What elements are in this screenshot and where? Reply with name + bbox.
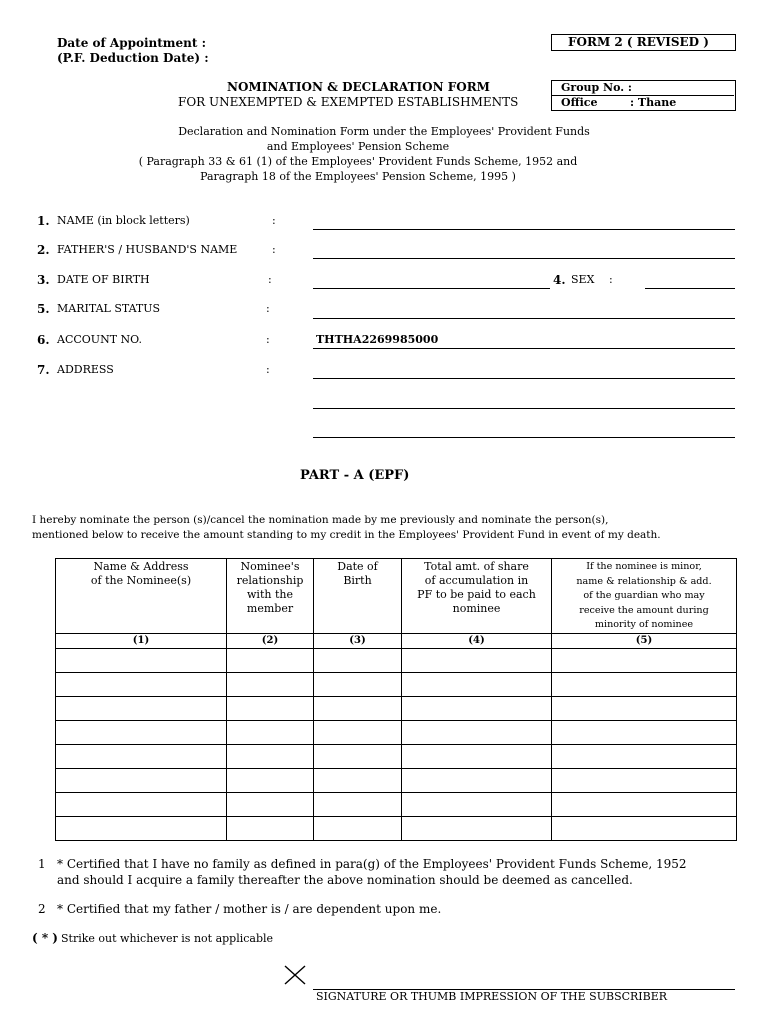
form-title: NOMINATION & DECLARATION FORM [227, 80, 490, 94]
group-no-label: Group No. : [561, 81, 632, 94]
cross-mark-icon [283, 964, 307, 986]
column-number-1: (1) [56, 634, 227, 649]
header-guardian: If the nominee is minor, name & relationship & add. of the guardian who may receive the amount during minority of nominee [552, 559, 737, 634]
sex-input-line[interactable] [645, 288, 735, 289]
account-input-line[interactable] [313, 348, 735, 349]
field-colon-sex: : [609, 273, 613, 286]
table-row [56, 793, 737, 817]
name-input-line[interactable] [313, 229, 735, 230]
cert-1-line-1: * Certified that I have no family as defined in para(g) of the Employees' Provident Funds Scheme, 1952 [57, 857, 687, 871]
column-number-5: (5) [552, 634, 737, 649]
field-num-sex: 4. [553, 273, 566, 287]
part-a-title: PART - A (EPF) [300, 468, 410, 483]
part-a-intro-line-2: mentioned below to receive the amount standing to my credit in the Employees' Provident Fund in event of my death. [32, 529, 661, 541]
field-colon-marital: : [266, 302, 270, 315]
column-number-4: (4) [402, 634, 552, 649]
field-num-marital: 5. [37, 302, 50, 316]
column-number-2: (2) [227, 634, 314, 649]
nominee-table [55, 558, 737, 841]
field-label-address: ADDRESS [57, 363, 114, 376]
office-value: : Thane [630, 96, 677, 109]
field-colon-dob: : [268, 273, 272, 286]
cert-2-number: 2 [38, 902, 46, 916]
table-row [56, 817, 737, 841]
header-total-share: Total amt. of share of accumulation in PF to be paid to each nominee [402, 559, 552, 634]
header-relationship: Nominee's relationship with the member [227, 559, 314, 634]
field-num-address: 7. [37, 363, 50, 377]
cert-1-line-2: and should I acquire a family thereafter the above nomination should be deemed as cancelled. [57, 873, 633, 887]
field-colon-name: : [272, 214, 276, 227]
description-line-2: and Employees' Pension Scheme [266, 140, 450, 153]
address-input-line-2[interactable] [313, 408, 735, 409]
signature-label: SIGNATURE OR THUMB IMPRESSION OF THE SUBSCRIBER [316, 990, 668, 1003]
field-label-father: FATHER'S / HUSBAND'S NAME [57, 243, 238, 256]
field-label-sex: SEX [571, 273, 595, 286]
office-label: Office [561, 96, 598, 109]
date-of-appointment-label: Date of Appointment : [57, 36, 207, 50]
strike-note: Strike out whichever is not applicable [61, 932, 274, 945]
address-input-line-3[interactable] [313, 437, 735, 438]
group-office-box [551, 80, 736, 111]
cert-1-number: 1 [38, 857, 46, 871]
field-num-name: 1. [37, 214, 50, 228]
field-colon-account: : [266, 333, 270, 346]
field-label-marital: MARITAL STATUS [57, 302, 161, 315]
column-number-3: (3) [314, 634, 402, 649]
field-label-name: NAME (in block letters) [57, 214, 190, 227]
header-date-of-birth: Date of Birth [314, 559, 402, 634]
field-num-father: 2. [37, 243, 50, 257]
strike-marker: ( * ) [32, 931, 58, 945]
table-row [56, 769, 737, 793]
part-a-intro-line-1: I hereby nominate the person (s)/cancel the nomination made by me previously and nominate the person(s), [32, 514, 609, 526]
form-label: FORM 2 ( REVISED ) [568, 35, 709, 49]
description-line-1: Declaration and Nomination Form under the Employees' Provident Funds [178, 125, 590, 138]
pf-deduction-date-label: (P.F. Deduction Date) : [57, 51, 209, 65]
table-row [56, 745, 737, 769]
table-row [56, 697, 737, 721]
description-line-4: Paragraph 18 of the Employees' Pension Scheme, 1995 ) [200, 170, 516, 183]
cert-2-line-1: * Certified that my father / mother is / are dependent upon me. [57, 902, 442, 916]
field-colon-father: : [272, 243, 276, 256]
field-label-account: ACCOUNT NO. [57, 333, 143, 346]
table-row [56, 721, 737, 745]
field-num-dob: 3. [37, 273, 50, 287]
father-input-line[interactable] [313, 258, 735, 259]
header-name-address: Name & Address of the Nominee(s) [56, 559, 227, 634]
marital-input-line[interactable] [313, 318, 735, 319]
field-colon-address: : [266, 363, 270, 376]
field-label-dob: DATE OF BIRTH [57, 273, 150, 286]
field-num-account: 6. [37, 333, 50, 347]
address-input-line-1[interactable] [313, 378, 735, 379]
account-number-value: THTHA2269985000 [316, 333, 439, 346]
form-subtitle: FOR UNEXEMPTED & EXEMPTED ESTABLISHMENTS [178, 95, 519, 109]
form-label-box [551, 34, 736, 51]
description-line-3: ( Paragraph 33 & 61 (1) of the Employees' Provident Funds Scheme, 1952 and [138, 155, 578, 168]
table-row [56, 673, 737, 697]
dob-input-line[interactable] [313, 288, 550, 289]
table-row [56, 649, 737, 673]
